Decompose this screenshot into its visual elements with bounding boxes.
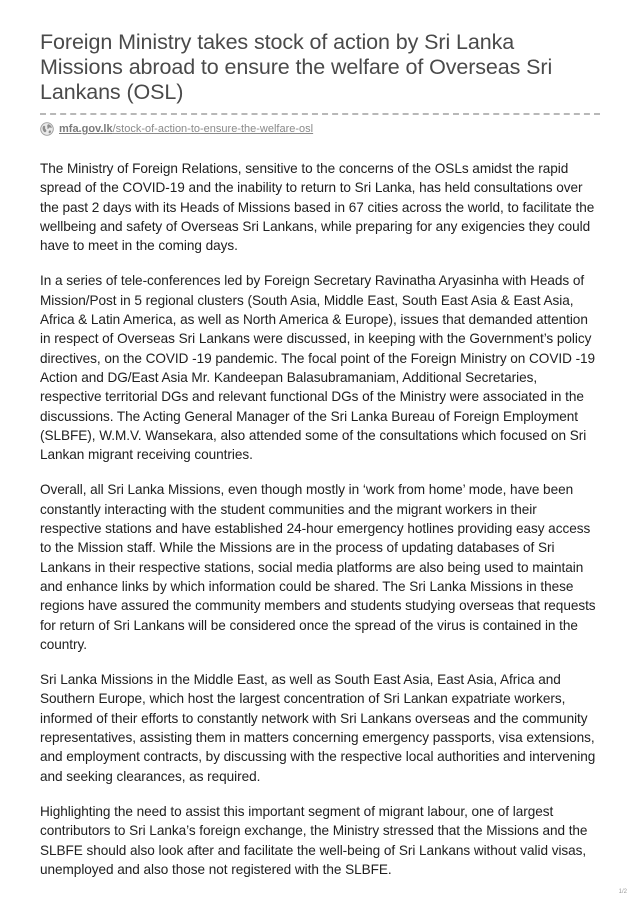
- article-paragraph: Sri Lanka Missions in the Middle East, as well as South East Asia, East Asia, Africa and Southern Europe, which host the largest concentration of Sri Lankan expatriate workers, informed of their efforts to constantly network with Sri Lankans overseas and the community representatives, assisting them in matters concerning emergency passports, visa extensions, and employment contracts, by discussing with the respective local authorities and intervening and seeking clearances, as required.: [40, 672, 596, 784]
- article-page: [40, 30, 600, 895]
- article-paragraph: Highlighting the need to assist this important segment of migrant labour, one of largest contributors to Sri Lanka’s foreign exchange, the Ministry stressed that the Missions and the SLBFE should also look after and facilitate the well-being of Sri Lankans without valid visas, unemployed and also those not registered with the SLBFE.: [40, 803, 588, 877]
- source-link[interactable]: [40, 121, 600, 137]
- page-number: 1/2: [618, 889, 627, 895]
- article-paragraph: The Ministry of Foreign Relations, sensitive to the concerns of the OSLs amidst the rapid spread of the COVID-19 and the inability to return to Sri Lanka, has held consultations over the past 2 days with its Heads of Missions based in 67 cities across the world, to facilitate the wellbeing and safety of Overseas Sri Lankans, while preparing for any exigencies they could have to meet in the coming days.: [40, 161, 595, 254]
- source-domain[interactable]: mfa.gov.lk: [59, 123, 113, 135]
- title-divider: [40, 113, 600, 115]
- article-paragraph: Overall, all Sri Lanka Missions, even though mostly in ‘work from home’ mode, have been constantly interacting with the student communities and the migrant workers in their respective stations and have established 24-hour emergency hotlines providing easy access to the Mission staff. While the Missions are in the process of updating databases of Sri Lankans in their respective stations, social media platforms are also being used to maintain and enhance links by which information could be shared. The Sri Lanka Missions in these regions have assured the community members and students studying overseas that requests for return of Sri Lankans will be considered once the spread of the virus is contained in the country.: [40, 482, 596, 652]
- source-path[interactable]: /stock-of-action-to-ensure-the-welfare-osl: [112, 123, 314, 135]
- article-body: [40, 159, 600, 879]
- globe-icon: [40, 122, 54, 136]
- article-paragraph: In a series of tele-conferences led by Foreign Secretary Ravinatha Aryasinha with Heads of Mission/Post in 5 regional clusters (South Asia, Middle East, South East Asia & East Asia, Africa & Latin America, as well as North America & Europe), issues that demanded attention in respect of Overseas Sri Lankans were discussed, in keeping with the Government’s policy directives, on the COVID -19 pandemic. The focal point of the Foreign Ministry on COVID -19 Action and DG/East Asia Mr. Kandeepan Balasubramaniam, Additional Secretaries, respective territorial DGs and relevant functional DGs of the Ministry were associated in the discussions. The Acting General Manager of the Sri Lanka Bureau of Foreign Employment (SLBFE), W.M.V. Wansekara, also attended some of the consultations which focused on Sri Lankan migrant receiving countries.: [40, 273, 596, 463]
- article-title: Foreign Ministry takes stock of action by Sri Lanka Missions abroad to ensure the welfare of Overseas Sri Lankans (OSL): [40, 30, 553, 104]
